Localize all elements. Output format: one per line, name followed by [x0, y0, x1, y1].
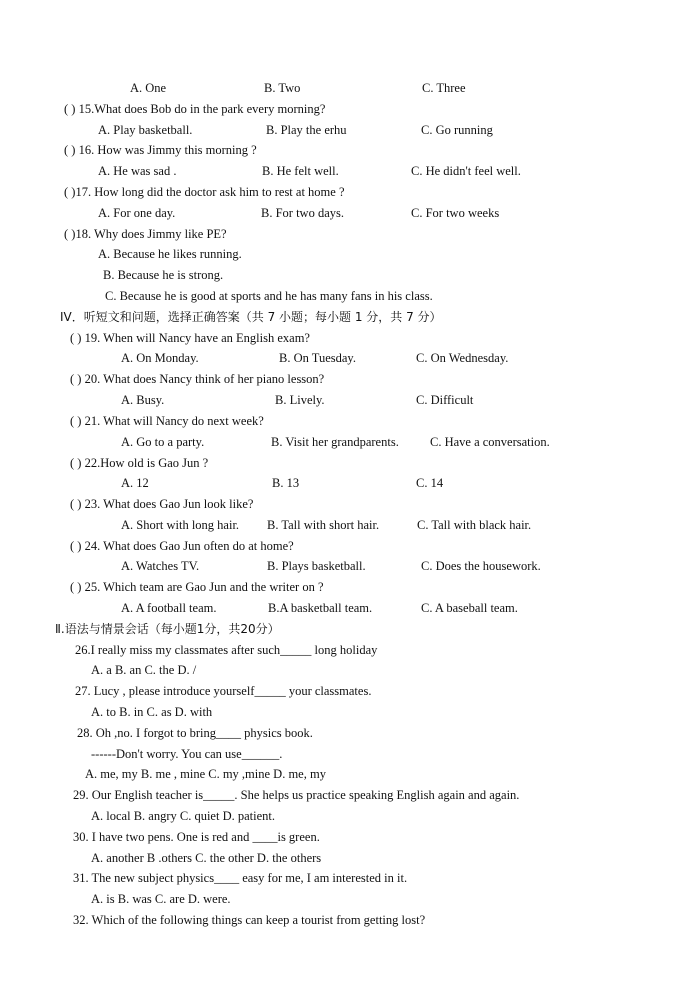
- text-line: A. Play basketball.: [98, 123, 193, 137]
- text-line: ( ) 24. What does Gao Jun often do at home?: [70, 539, 294, 553]
- text-line: B. Tall with short hair.: [267, 518, 380, 532]
- text-line: 28. Oh ,no. I forgot to bring____ physics book.: [77, 726, 313, 740]
- text-line: ( ) 21. What will Nancy do next week?: [70, 414, 264, 428]
- text-line: A. is B. was C. are D. were.: [91, 892, 231, 906]
- text-line: A. local B. angry C. quiet D. patient.: [91, 809, 275, 823]
- text-line: ( ) 23. What does Gao Jun look like?: [70, 497, 254, 511]
- text-line: A. He was sad .: [98, 164, 177, 178]
- text-line: C. Does the housework.: [421, 559, 541, 573]
- text-line: 30. I have two pens. One is red and ____is green.: [73, 830, 320, 844]
- text-line: A. to B. in C. as D. with: [91, 705, 213, 719]
- section-heading: Ⅱ.语法与情景会话（每小题1分，共20分）: [55, 622, 280, 636]
- text-line: C. Three: [422, 81, 466, 95]
- text-line: B. Two: [264, 81, 301, 95]
- text-line: A. A football team.: [121, 601, 217, 615]
- text-line: ( )17. How long did the doctor ask him to rest at home ?: [64, 185, 345, 199]
- text-line: A. Short with long hair.: [121, 518, 240, 532]
- text-line: B. Lively.: [275, 393, 325, 407]
- text-line: C. A baseball team.: [421, 601, 518, 615]
- text-line: ------Don't worry. You can use______.: [91, 747, 283, 761]
- text-line: ( ) 15.What does Bob do in the park every morning?: [64, 102, 326, 116]
- text-line: B. 13: [272, 476, 300, 490]
- text-line: ( ) 25. Which team are Gao Jun and the writer on ?: [70, 580, 324, 594]
- text-line: B. Plays basketball.: [267, 559, 366, 573]
- text-line: B. On Tuesday.: [279, 351, 356, 365]
- text-line: C. Tall with black hair.: [417, 518, 532, 532]
- text-line: B. Visit her grandparents.: [271, 435, 399, 449]
- text-line: ( ) 16. How was Jimmy this morning ?: [64, 143, 257, 157]
- text-line: 31. The new subject physics____ easy for me, I am interested in it.: [73, 871, 408, 885]
- text-line: C. He didn't feel well.: [411, 164, 521, 178]
- text-line: B.A basketball team.: [268, 601, 373, 615]
- text-line: C. For two weeks: [411, 206, 500, 220]
- text-line: A. Go to a party.: [121, 435, 205, 449]
- text-line: ( ) 20. What does Nancy think of her piano lesson?: [70, 372, 325, 386]
- text-line: C. On Wednesday.: [416, 351, 509, 365]
- text-line: ( ) 19. When will Nancy have an English exam?: [70, 331, 310, 345]
- text-line: 26.I really miss my classmates after such_____ long holiday: [75, 643, 378, 657]
- text-line: 32. Which of the following things can keep a tourist from getting lost?: [73, 913, 426, 927]
- text-line: C. Have a conversation.: [430, 435, 550, 449]
- text-line: B. Because he is strong.: [103, 268, 224, 282]
- text-line: C. 14: [416, 476, 444, 490]
- text-line: A. me, my B. me , mine C. my ,mine D. me, my: [85, 767, 326, 781]
- text-line: A. 12: [121, 476, 149, 490]
- text-line: A. another B .others C. the other D. the others: [91, 851, 322, 865]
- text-line: C. Difficult: [416, 393, 474, 407]
- text-line: ( ) 22.How old is Gao Jun ?: [70, 456, 209, 470]
- text-line: A. On Monday.: [121, 351, 199, 365]
- text-line: C. Go running: [421, 123, 493, 137]
- text-line: 27. Lucy , please introduce yourself_____ your classmates.: [75, 684, 372, 698]
- text-line: B. He felt well.: [262, 164, 339, 178]
- text-line: A. One: [130, 81, 167, 95]
- text-line: A. Busy.: [121, 393, 165, 407]
- text-line: A. Because he likes running.: [98, 247, 242, 261]
- text-line: A. Watches TV.: [121, 559, 200, 573]
- text-line: B. Play the erhu: [266, 123, 347, 137]
- section-heading: IV．听短文和问题，选择正确答案（共 7 小题；每小题 1 分，共 7 分）: [60, 310, 442, 324]
- text-line: 29. Our English teacher is_____. She helps us practice speaking English again and again.: [73, 788, 520, 802]
- text-line: B. For two days.: [261, 206, 344, 220]
- text-line: C. Because he is good at sports and he has many fans in his class.: [105, 289, 433, 303]
- text-line: A. a B. an C. the D. /: [91, 663, 197, 677]
- text-line: A. For one day.: [98, 206, 176, 220]
- text-line: ( )18. Why does Jimmy like PE?: [64, 227, 227, 241]
